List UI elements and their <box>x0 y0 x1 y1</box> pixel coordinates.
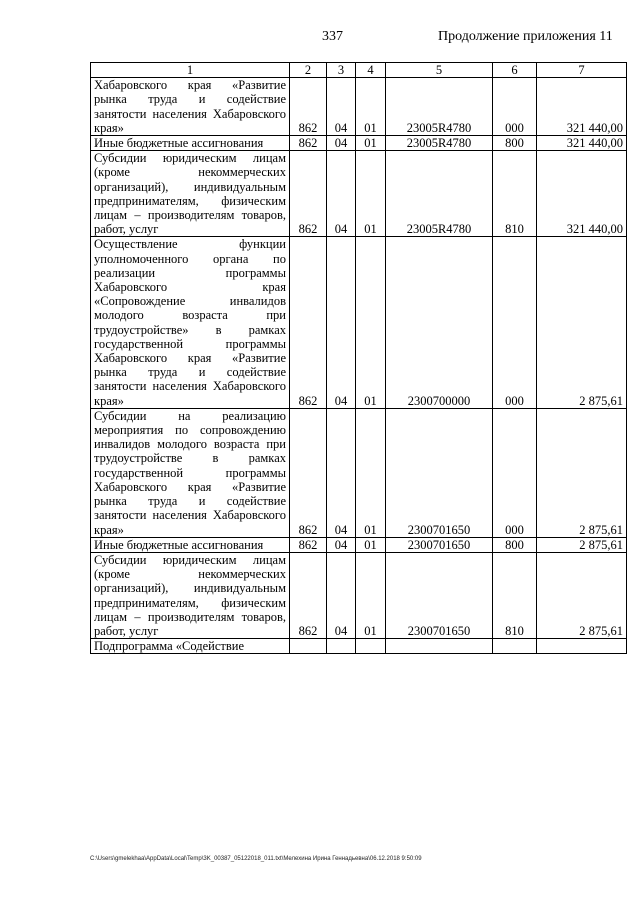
page-number: 337 <box>322 29 343 44</box>
ministry-code: 862 <box>290 136 327 151</box>
amount-value: 321 440,00 <box>537 136 627 151</box>
subsection-code <box>356 639 386 654</box>
row-name: Субсидии на реализацию мероприятия по сопровождению инвалидов молодого возраста при трудоустройстве в рамках государственной программы Хабаровского края «Развитие рынка труда и содействие занятости населения Хабаровского края» <box>91 408 290 537</box>
table-row <box>91 78 627 136</box>
column-header: 7 <box>537 63 627 78</box>
ministry-code <box>290 639 327 654</box>
amount-value: 2 875,61 <box>537 237 627 408</box>
table-row <box>91 237 627 408</box>
ministry-code: 862 <box>290 552 327 638</box>
table-row <box>91 408 627 537</box>
amount-value: 321 440,00 <box>537 78 627 136</box>
row-name: Хабаровского края «Развитие рынка труда и содействие занятости населения Хабаровского края» <box>91 78 290 136</box>
table-row <box>91 136 627 151</box>
ministry-code: 862 <box>290 537 327 552</box>
subsection-code: 01 <box>356 537 386 552</box>
target-article-code <box>386 639 493 654</box>
target-article-code: 23005R4780 <box>386 151 493 237</box>
section-code: 04 <box>327 237 356 408</box>
column-header: 6 <box>493 63 537 78</box>
row-name: Иные бюджетные ассигнования <box>91 537 290 552</box>
section-code: 04 <box>327 151 356 237</box>
section-code: 04 <box>327 78 356 136</box>
expense-type-code: 800 <box>493 537 537 552</box>
subsection-code: 01 <box>356 151 386 237</box>
table-row <box>91 537 627 552</box>
column-header: 4 <box>356 63 386 78</box>
table-row <box>91 639 627 654</box>
ministry-code: 862 <box>290 237 327 408</box>
table-row <box>91 552 627 638</box>
row-name: Субсидии юридическим лицам (кроме некоммерческих организаций), индивидуальным предпринимателям, физическим лицам – производителям товаров, работ, услуг <box>91 552 290 638</box>
section-code: 04 <box>327 537 356 552</box>
row-name: Иные бюджетные ассигнования <box>91 136 290 151</box>
section-code: 04 <box>327 408 356 537</box>
target-article-code: 23005R4780 <box>386 78 493 136</box>
target-article-code: 2300701650 <box>386 537 493 552</box>
expense-type-code: 810 <box>493 552 537 638</box>
table-header-row <box>91 63 627 78</box>
section-code: 04 <box>327 552 356 638</box>
target-article-code: 2300701650 <box>386 552 493 638</box>
ministry-code: 862 <box>290 408 327 537</box>
table-body <box>91 78 627 654</box>
file-path-footer: C:\Users\gmelekhaa\AppData\Local\Temp\3K_00387_05122018_011.txt\Мелехина Ирина Геннадьевна\06.12.2018 9:50:09 <box>90 856 422 862</box>
budget-table <box>90 62 627 654</box>
amount-value <box>537 639 627 654</box>
column-header: 5 <box>386 63 493 78</box>
subsection-code: 01 <box>356 136 386 151</box>
target-article-code: 23005R4780 <box>386 136 493 151</box>
subsection-code: 01 <box>356 552 386 638</box>
column-header: 3 <box>327 63 356 78</box>
expense-type-code: 800 <box>493 136 537 151</box>
column-header: 1 <box>91 63 290 78</box>
target-article-code: 2300700000 <box>386 237 493 408</box>
amount-value: 2 875,61 <box>537 408 627 537</box>
column-header: 2 <box>290 63 327 78</box>
expense-type-code: 000 <box>493 408 537 537</box>
subsection-code: 01 <box>356 237 386 408</box>
table-row <box>91 151 627 237</box>
subsection-code: 01 <box>356 408 386 537</box>
appendix-title: Продолжение приложения 11 <box>438 29 613 44</box>
row-name: Субсидии юридическим лицам (кроме некоммерческих организаций), индивидуальным предпринимателям, физическим лицам – производителям товаров, работ, услуг <box>91 151 290 237</box>
row-name: Подпрограмма «Содействие <box>91 639 290 654</box>
amount-value: 2 875,61 <box>537 537 627 552</box>
expense-type-code: 000 <box>493 237 537 408</box>
amount-value: 2 875,61 <box>537 552 627 638</box>
ministry-code: 862 <box>290 78 327 136</box>
expense-type-code: 000 <box>493 78 537 136</box>
target-article-code: 2300701650 <box>386 408 493 537</box>
section-code: 04 <box>327 136 356 151</box>
expense-type-code: 810 <box>493 151 537 237</box>
section-code <box>327 639 356 654</box>
amount-value: 321 440,00 <box>537 151 627 237</box>
expense-type-code <box>493 639 537 654</box>
subsection-code: 01 <box>356 78 386 136</box>
ministry-code: 862 <box>290 151 327 237</box>
row-name: Осуществление функции уполномоченного органа по реализации программы Хабаровского края «Сопровождение инвалидов молодого возраста при трудоустройстве» в рамках государственной программы Хабаровского края «Развитие рынка труда и содействие занятости населения Хабаровского края» <box>91 237 290 408</box>
